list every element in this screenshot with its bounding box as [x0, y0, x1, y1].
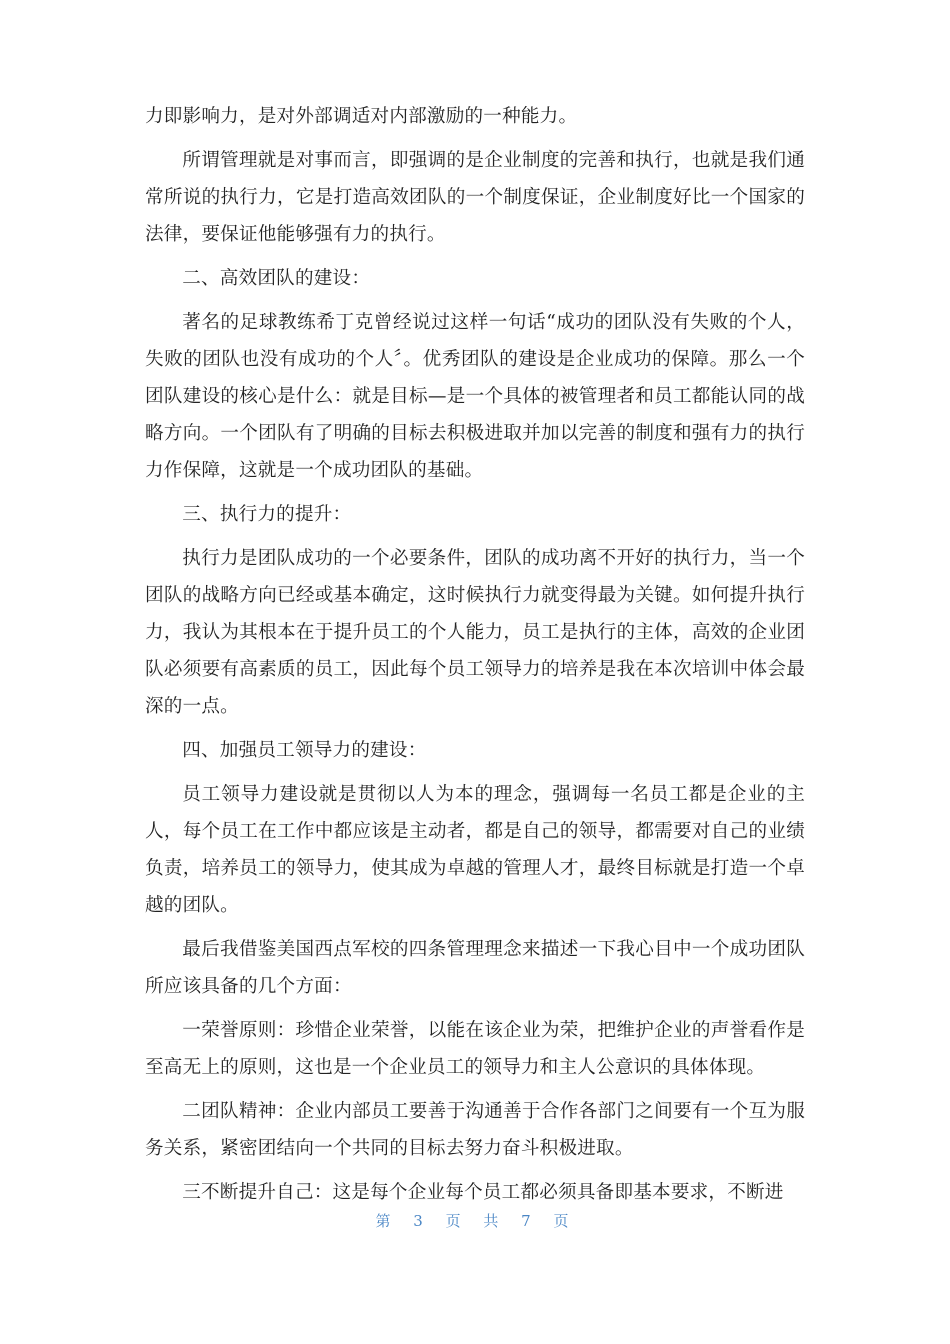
paragraph: 最后我借鉴美国西点军校的四条管理理念来描述一下我心目中一个成功团队所应该具备的几个方面：	[145, 939, 805, 997]
paragraph: 所谓管理就是对事而言，即强调的是企业制度的完善和执行，也就是我们通常所说的执行力，它是打造高效团队的一个制度保证，企业制度好比一个国家的法律，要保证他能够强有力的执行。	[145, 150, 805, 245]
paragraph: 著名的足球教练希丁克曾经说过这样一句话“成功的团队没有失败的个人，失败的团队也没有成功的个人〞。优秀团队的建设是企业成功的保障。那么一个团队建设的核心是什么：就是目标—是一个具体的被管理者和员工都能认同的战略方向。一个团队有了明确的目标去积极进取并加以完善的制度和强有力的执行力作保障，这就是一个成功团队的基础。	[145, 312, 805, 481]
paragraph: 二团队精神：企业内部员工要善于沟通善于合作各部门之间要有一个互为服务关系，紧密团结向一个共同的目标去努力奋斗积极进取。	[145, 1101, 805, 1159]
section-heading: 三、执行力的提升：	[182, 504, 352, 525]
paragraph: 员工领导力建设就是贯彻以人为本的理念，强调每一名员工都是企业的主人，每个员工在工作中都应该是主动者，都是自己的领导，都需要对自己的业绩负责，培养员工的领导力，使其成为卓越的管理人才，最终目标就是打造一个卓越的团队。	[145, 784, 805, 916]
paragraph: 执行力是团队成功的一个必要条件，团队的成功离不开好的执行力，当一个团队的战略方向已经或基本确定，这时候执行力就变得最为关键。如何提升执行力，我认为其根本在于提升员工的个人能力，员工是执行的主体，高效的企业团队必须要有高素质的员工，因此每个员工领导力的培养是我在本次培训中体会最深的一点。	[145, 548, 805, 717]
section-heading: 二、高效团队的建设：	[182, 268, 371, 289]
paragraph: 一荣誉原则：珍惜企业荣誉，以能在该企业为荣，把维护企业的声誉看作是至高无上的原则，这也是一个企业员工的领导力和主人公意识的具体体现。	[145, 1020, 805, 1078]
paragraph: 三不断提升自己：这是每个企业每个员工都必须具备即基本要求，不断进	[182, 1182, 784, 1203]
section-heading: 四、加强员工领导力的建设：	[182, 740, 427, 761]
document-body	[145, 98, 805, 1218]
page-number-footer: 第 3 页 共 7 页	[375, 1212, 575, 1230]
paragraph: 力即影响力，是对外部调适对内部激励的一种能力。	[145, 106, 578, 127]
